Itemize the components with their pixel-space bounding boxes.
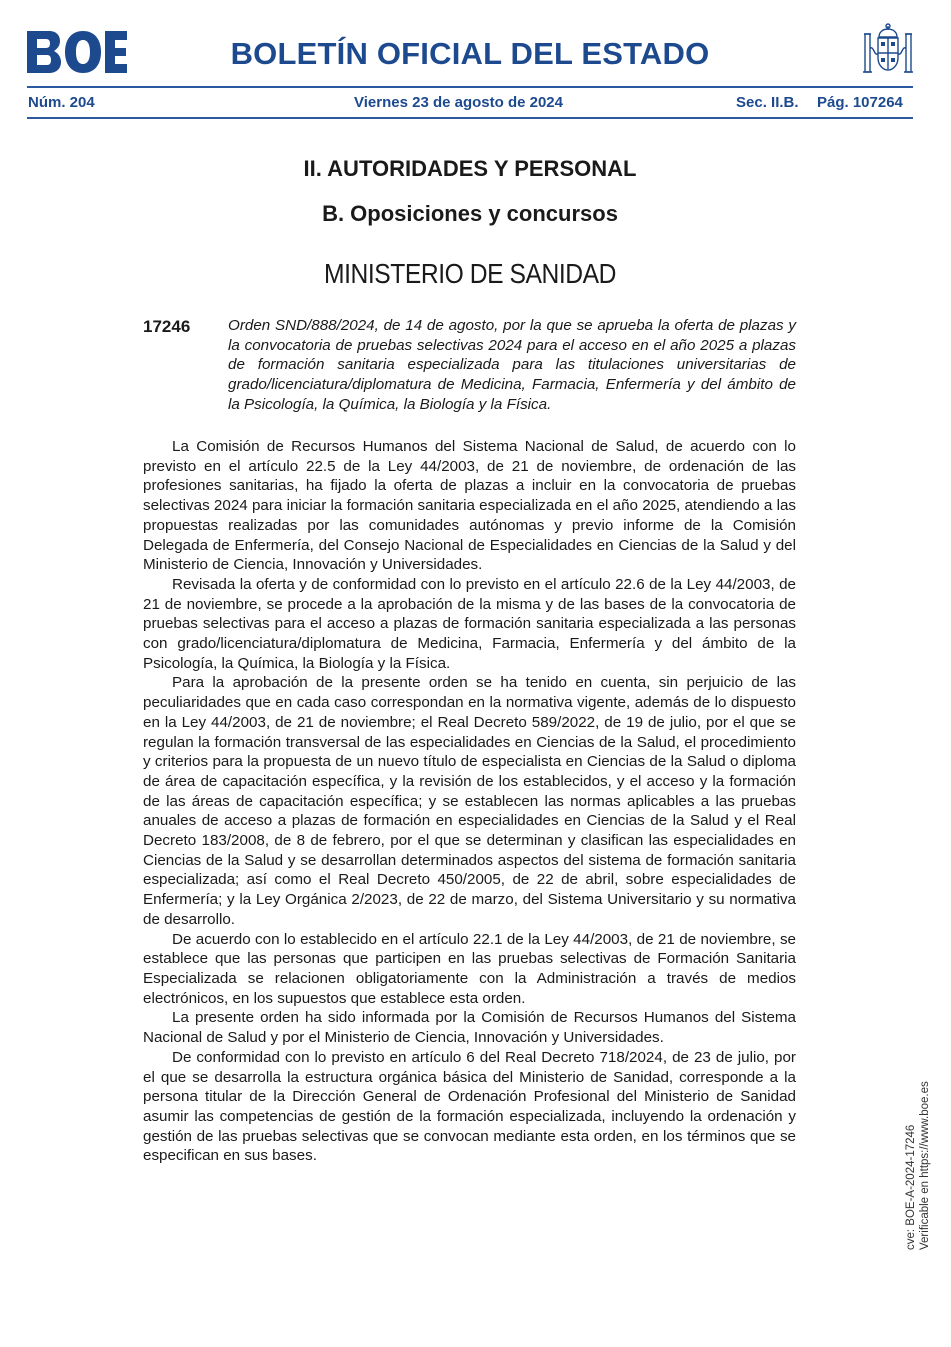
paragraph: De conformidad con lo previsto en artículo 6 del Real Decreto 718/2024, de 23 de julio, por el que se desarrolla la estructura orgánica básica del Ministerio de Sanidad, corresponde a la persona titular de la Dirección General de Ordenación Profesional del Ministerio de Sanidad asumir las competencias de gestión de la formación especializada, incluyendo la ordenación y gestión de las pruebas selectivas que se convocan mediante esta orden, en los términos que se especifican en sus bases. (143, 1048, 796, 1165)
page-number: Pág. 107264 (817, 94, 903, 111)
issue-number: Núm. 204 (28, 94, 95, 111)
paragraph: La presente orden ha sido informada por la Comisión de Recursos Humanos del Sistema Nacional de Salud y por el Ministerio de Ciencia, Innovación y Universidades. (143, 1009, 796, 1047)
coat-of-arms-icon (860, 22, 916, 78)
paragraph: De acuerdo con lo establecido en el artículo 22.1 de la Ley 44/2003, de 21 de noviembre, se establece que las personas que participen en las pruebas selectivas de Formación Sanitaria Especializada se relacionen obligatoriamente con la Administración a través de medios electrónicos, en los supuestos que establece esta orden. (143, 930, 796, 1007)
section-label: Sec. II.B. (736, 94, 799, 111)
verification-text (904, 1081, 932, 1250)
paragraph: La Comisión de Recursos Humanos del Sistema Nacional de Salud, de acuerdo con lo previsto en el artículo 22.5 de la Ley 44/2003, de 21 de noviembre, de ordenación de las profesiones sanitarias, ha fijado la oferta de plazas a incluir en la convocatoria de pruebas selectivas 2024 para iniciar la formación sanitaria especializada en el año 2025, atendiendo a las propuestas realizadas por las comunidades autónomas y previo informe de la Comisión Delegada de Enfermería, del Consejo Nacional de Especialidades en Ciencias de la Salud y del Ministerio de Ciencia, Innovación y Universidades. (143, 438, 796, 574)
verification-margin (904, 1081, 944, 1260)
ministry-heading: MINISTERIO DE SANIDAD (324, 258, 616, 289)
document-summary: Orden SND/888/2024, de 14 de agosto, por la que se aprueba la oferta de plazas y la convocatoria de pruebas selectivas 2024 para el acceso en el año 2025 a plazas de formación sanitaria especializada para las titulaciones universitarias de grado/licenciatura/diplomatura de Medicina, Farmacia, Enfermería y del ámbito de la Psicología, la Química, la Biología y la Física. (228, 317, 796, 413)
subsection-title: B. Oposiciones y concursos (322, 201, 618, 226)
paragraph: Revisada la oferta y de conformidad con lo previsto en el artículo 22.6 de la Ley 44/2003, de 21 de noviembre, se procede a la aprobación de la misma y de las bases de la convocatoria de pruebas selectivas para el acceso a plazas de formación sanitaria especializada a las personas con grado/licenciatura/diplomatura de Medicina, Farmacia, Enfermería y del ámbito de la Psicología, la Química, la Biología y la Física. (143, 575, 796, 672)
paragraph: Para la aprobación de la presente orden se ha tenido en cuenta, sin perjuicio de las peculiaridades que en cada caso correspondan en la normativa vigente, además de lo dispuesto en la Ley 44/2003, de 21 de noviembre; el Real Decreto 589/2022, de 19 de julio, por el que se regulan la formación transversal de las especialidades en Ciencias de la Salud, el procedimiento y criterios para la propuesta de un nuevo título de especialista en Ciencias de la Salud o diploma de área de capacitación específica, y la revisión de los establecidos, y el acceso y la formación de las áreas de capacitación específica; y se establecen las normas aplicables a las pruebas anuales de acceso a plazas de formación en especialidades en Ciencias de la Salud y el Real Decreto 183/2008, de 8 de febrero, por el que se determinan y clasifican las especialidades en Ciencias de la Salud y se desarrollan determinados aspectos del sistema de formación sanitaria especializada; así como el Real Decreto 450/2005, de 22 de abril, sobre especialidades de Enfermería; y la Ley Orgánica 2/2023, de 22 de marzo, del Sistema Universitario y su normativa de desarrollo. (143, 674, 796, 928)
header-rule-top (27, 86, 913, 88)
document-body (143, 437, 796, 1166)
boe-logo (27, 31, 127, 73)
document-number: 17246 (143, 317, 191, 336)
section-title: II. AUTORIDADES Y PERSONAL (303, 156, 637, 181)
newspaper-title: BOLETÍN OFICIAL DEL ESTADO (230, 36, 710, 71)
verification-url[interactable]: Verificable en https://www.boe.es (919, 1081, 931, 1250)
cve-code: cve: BOE-A-2024-17246 (905, 1124, 917, 1250)
issue-date: Viernes 23 de agosto de 2024 (354, 94, 563, 111)
header-rule-bottom (27, 117, 913, 119)
